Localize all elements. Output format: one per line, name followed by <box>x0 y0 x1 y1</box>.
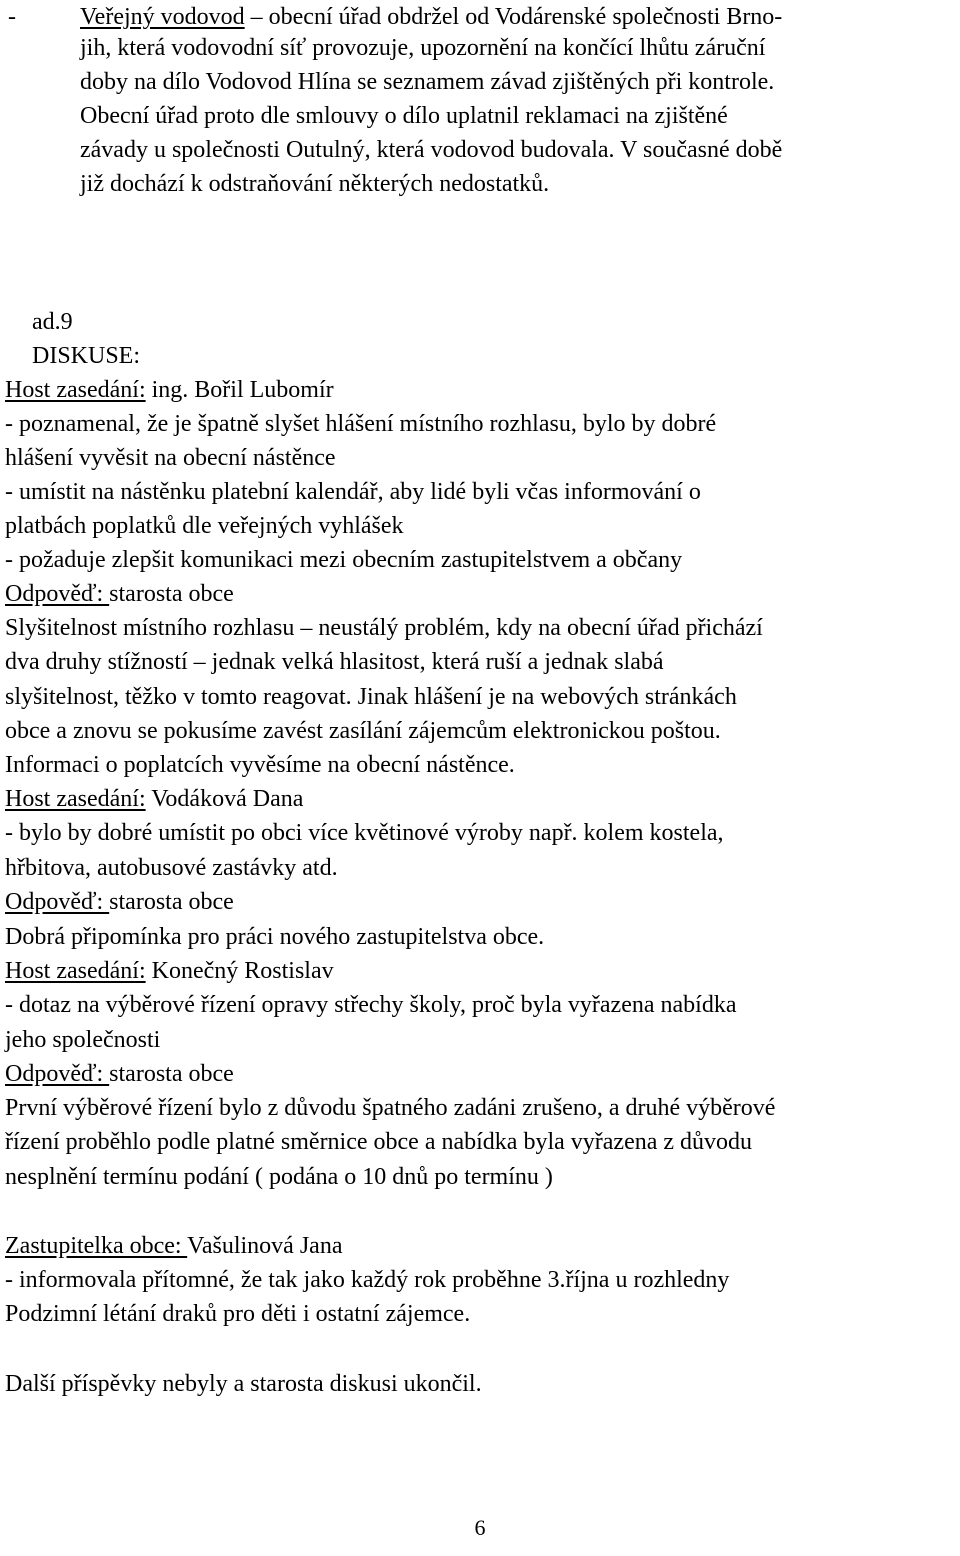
answer-2-heading <box>5 885 234 919</box>
host-label: Host zasedání: <box>5 377 146 403</box>
host-1-line-5: - požaduje zlepšit komunikaci mezi obecním zastupitelstvem a občany <box>5 547 683 573</box>
member-label: Zastupitelka obce: <box>5 1233 188 1259</box>
answer-1-heading <box>5 577 234 611</box>
host-2-heading <box>5 782 303 816</box>
host-label: Host zasedání: <box>5 786 146 812</box>
member-line-2: Podzimní létání draků pro děti i ostatní zájemce. <box>5 1301 471 1327</box>
answer-1-line-4: obce a znovu se pokusíme zavést zasílání zájemcům elektronickou poštou. <box>5 718 721 744</box>
host-2-line-2: hřbitova, autobusové zastávky atd. <box>5 855 338 881</box>
answer-1-line-2: dva druhy stížností – jednak velká hlasitost, která ruší a jednak slabá <box>5 649 664 675</box>
answer-3-line-3: nesplnění termínu podání ( podána o 10 dnů po termínu ) <box>5 1164 553 1190</box>
answer-2-line-1: Dobrá připomínka pro práci nového zastupitelstva obce. <box>5 924 545 950</box>
member-heading <box>5 1229 342 1263</box>
host-2-line-1: - bylo by dobré umístit po obci více květinové výroby např. kolem kostela, <box>5 820 724 846</box>
host-1-line-3: - umístit na nástěnku platební kalendář, aby lidé byli včas informování o <box>5 479 701 505</box>
bullet-dash: - <box>8 4 16 30</box>
answer-who: starosta obce <box>109 1061 234 1087</box>
answer-label: Odpověď: <box>5 889 110 915</box>
veřejný-vodovod-link[interactable]: Veřejný vodovod <box>80 4 245 30</box>
host-3-heading <box>5 954 334 988</box>
intro-line-4: Obecní úřad proto dle smlouvy o dílo uplatnil reklamaci na zjištěné <box>80 103 728 129</box>
host-1-line-4: platbách poplatků dle veřejných vyhlášek <box>5 513 404 539</box>
closing-line: Další příspěvky nebyly a starosta diskusi ukončil. <box>5 1371 482 1397</box>
intro-line-2: jih, která vodovodní síť provozuje, upozornění na končící lhůtu záruční <box>80 35 766 61</box>
answer-3-line-2: řízení proběhlo podle platné směrnice obce a nabídka byla vyřazena z důvodu <box>5 1129 753 1155</box>
intro-line-6: již dochází k odstraňování některých nedostatků. <box>80 171 550 197</box>
answer-1-line-5: Informaci o poplatcích vyvěsíme na obecní nástěnce. <box>5 752 515 778</box>
answer-who: starosta obce <box>109 581 234 607</box>
answer-1-line-1: Slyšitelnost místního rozhlasu – neustálý problém, kdy na obecní úřad přichází <box>5 615 763 641</box>
host-name: Konečný Rostislav <box>145 958 334 984</box>
host-name: ing. Bořil Lubomír <box>145 377 334 403</box>
host-label: Host zasedání: <box>5 958 146 984</box>
answer-3-line-1: První výběrové řízení bylo z důvodu špatného zadáni zrušeno, a druhé výběrové <box>5 1095 776 1121</box>
host-1-heading <box>5 373 334 407</box>
answer-3-heading <box>5 1057 234 1091</box>
answer-label: Odpověď: <box>5 1061 110 1087</box>
page-number: 6 <box>474 1515 486 1540</box>
host-3-line-1: - dotaz na výběrové řízení opravy střechy školy, proč byla vyřazena nabídka <box>5 992 737 1018</box>
answer-who: starosta obce <box>109 889 234 915</box>
section-number: ad.9 <box>32 309 73 335</box>
intro-line-5: závady u společnosti Outulný, která vodovod budovala. V současné době <box>80 137 783 163</box>
host-1-line-2: hlášení vyvěsit na obecní nástěnce <box>5 445 336 471</box>
answer-1-line-3: slyšitelnost, těžko v tomto reagovat. Jinak hlášení je na webových stránkách <box>5 684 737 710</box>
host-name: Vodáková Dana <box>145 786 304 812</box>
member-name: Vašulinová Jana <box>187 1233 343 1259</box>
intro-line-3: doby na dílo Vodovod Hlína se seznamem závad zjištěných při kontrole. <box>80 69 775 95</box>
answer-label: Odpověď: <box>5 581 110 607</box>
section-title: DISKUSE: <box>32 343 141 369</box>
host-1-line-1: - poznamenal, že je špatně slyšet hlášení místního rozhlasu, bylo by dobré <box>5 411 717 437</box>
member-line-1: - informovala přítomné, že tak jako každý rok proběhne 3.října u rozhledny <box>5 1267 730 1293</box>
host-3-line-2: jeho společnosti <box>5 1027 161 1053</box>
intro-line-1-text: – obecní úřad obdržel od Vodárenské společnosti Brno- <box>244 4 783 30</box>
